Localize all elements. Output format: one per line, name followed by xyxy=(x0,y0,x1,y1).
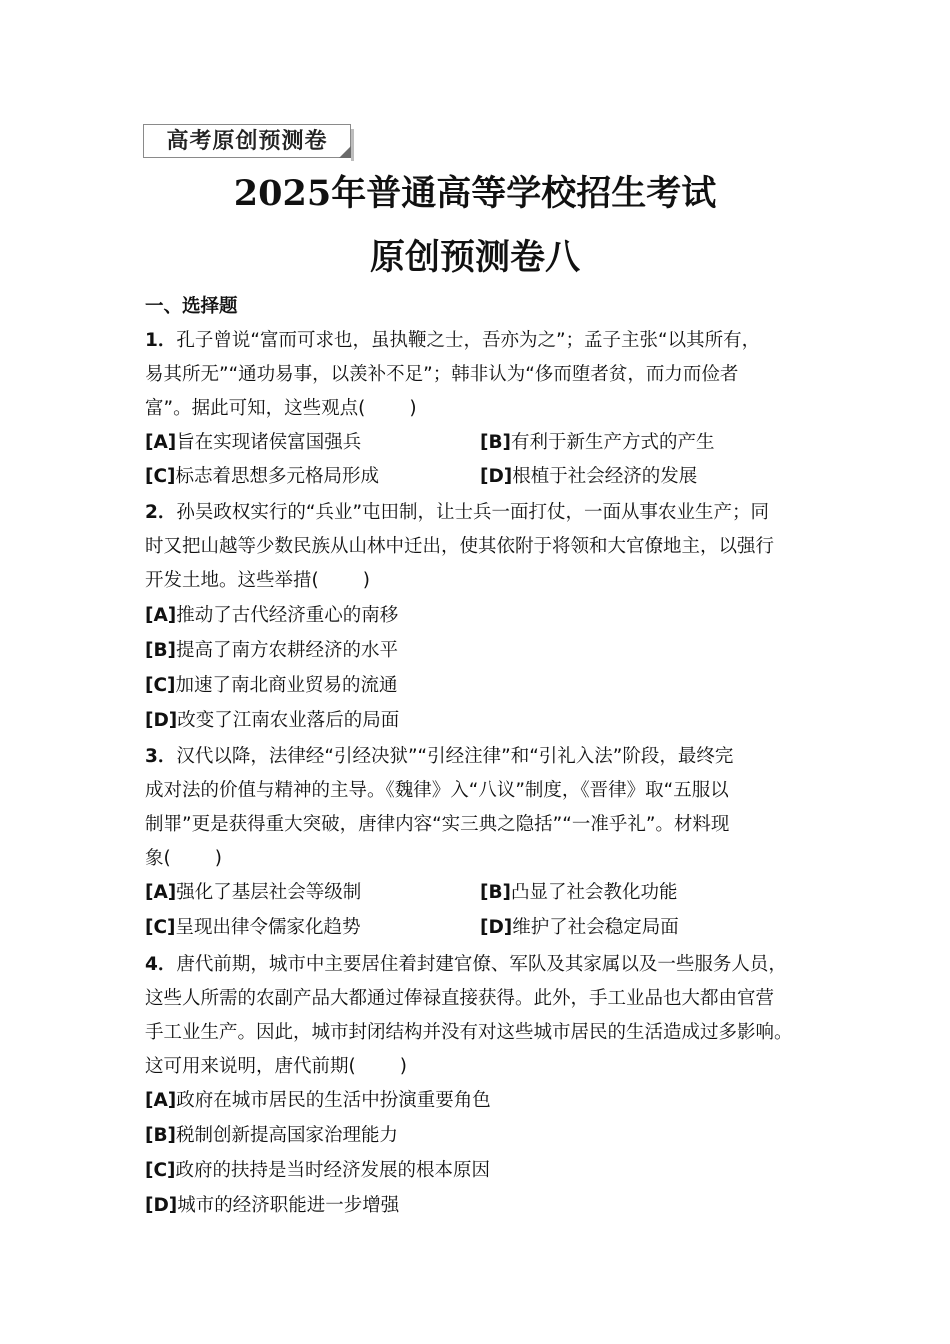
question-4-line-1: 4．唐代前期，城市中主要居住着封建官僚、军队及其家属以及一些服务人员， xyxy=(145,954,787,975)
question-2-line-3: 开发土地。这些举措( ) xyxy=(145,570,370,591)
question-3-line-2: 成对法的价值与精神的主导。《魏律》入“八议”制度，《晋律》取“五服以 xyxy=(145,780,729,801)
question-2-line-1: 2．孙吴政权实行的“兵业”屯田制，让士兵一面打仗，一面从事农业生产；同 xyxy=(145,502,770,523)
question-3-option-b[interactable]: [B]凸显了社会教化功能 xyxy=(480,882,678,903)
exam-subtitle: 原创预测卷八 xyxy=(369,237,580,278)
question-4-option-d[interactable]: [D]城市的经济职能进一步增强 xyxy=(145,1195,400,1216)
question-1-line-2: 易其所无”“通功易事，以羡补不足”；韩非认为“侈而堕者贫，而力而俭者 xyxy=(145,364,739,385)
question-3-option-d[interactable]: [D]维护了社会稳定局面 xyxy=(480,917,679,938)
question-2-line-2: 时又把山越等少数民族从山林中迁出，使其依附于将领和大官僚地主，以强行 xyxy=(145,536,775,557)
question-3-line-1: 3．汉代以降，法律经“引经决狱”“引经注律”和“引礼入法”阶段，最终完 xyxy=(145,746,734,767)
exam-type-tag xyxy=(143,124,351,158)
question-3-option-a[interactable]: [A]强化了基层社会等级制 xyxy=(145,882,362,903)
question-4-option-b[interactable]: [B]税制创新提高国家治理能力 xyxy=(145,1125,399,1146)
question-4-option-c[interactable]: [C]政府的扶持是当时经济发展的根本原因 xyxy=(145,1160,491,1181)
question-4-line-3: 手工业生产。因此，城市封闭结构并没有对这些城市居民的生活造成过多影响。 xyxy=(145,1022,793,1043)
question-4-number: 4． xyxy=(145,954,177,975)
question-1-line-3: 富”。据此可知，这些观点( ) xyxy=(145,398,417,419)
question-2-option-a[interactable]: [A]推动了古代经济重心的南移 xyxy=(145,605,399,626)
tag-corner-decoration xyxy=(339,146,351,158)
tag-edge-decoration xyxy=(351,129,354,161)
question-2-number: 2． xyxy=(145,502,177,523)
question-1-option-a[interactable]: [A]旨在实现诸侯富国强兵 xyxy=(145,432,362,453)
question-1-option-b[interactable]: [B]有利于新生产方式的产生 xyxy=(480,432,715,453)
question-3-option-c[interactable]: [C]呈现出律令儒家化趋势 xyxy=(145,917,361,938)
section-heading: 一、选择题 xyxy=(145,296,238,317)
question-2-option-b[interactable]: [B]提高了南方农耕经济的水平 xyxy=(145,640,399,661)
question-4-line-4: 这可用来说明，唐代前期( ) xyxy=(145,1056,407,1077)
question-4-line-2: 这些人所需的农副产品大都通过俸禄直接获得。此外，手工业品也大都由官营 xyxy=(145,988,775,1009)
question-1-line-1: 1．孔子曾说“富而可求也，虽执鞭之士，吾亦为之”；孟子主张“以其所有， xyxy=(145,330,761,351)
question-4-option-a[interactable]: [A]政府在城市居民的生活中扮演重要角色 xyxy=(145,1090,491,1111)
exam-title: 2025年普通高等学校招生考试 xyxy=(233,173,717,214)
question-2-option-d[interactable]: [D]改变了江南农业落后的局面 xyxy=(145,710,400,731)
question-2-option-c[interactable]: [C]加速了南北商业贸易的流通 xyxy=(145,675,398,696)
question-1-option-c[interactable]: [C]标志着思想多元格局形成 xyxy=(145,466,380,487)
question-3-line-4: 象( ) xyxy=(145,848,222,869)
question-3-number: 3． xyxy=(145,746,177,767)
question-1-number: 1． xyxy=(145,330,177,351)
question-1-option-d[interactable]: [D]根植于社会经济的发展 xyxy=(480,466,698,487)
exam-type-tag-text: 高考原创预测卷 xyxy=(166,128,328,154)
question-3-line-3: 制罪”更是获得重大突破，唐律内容“实三典之隐括”“一准乎礼”。材料现 xyxy=(145,814,730,835)
